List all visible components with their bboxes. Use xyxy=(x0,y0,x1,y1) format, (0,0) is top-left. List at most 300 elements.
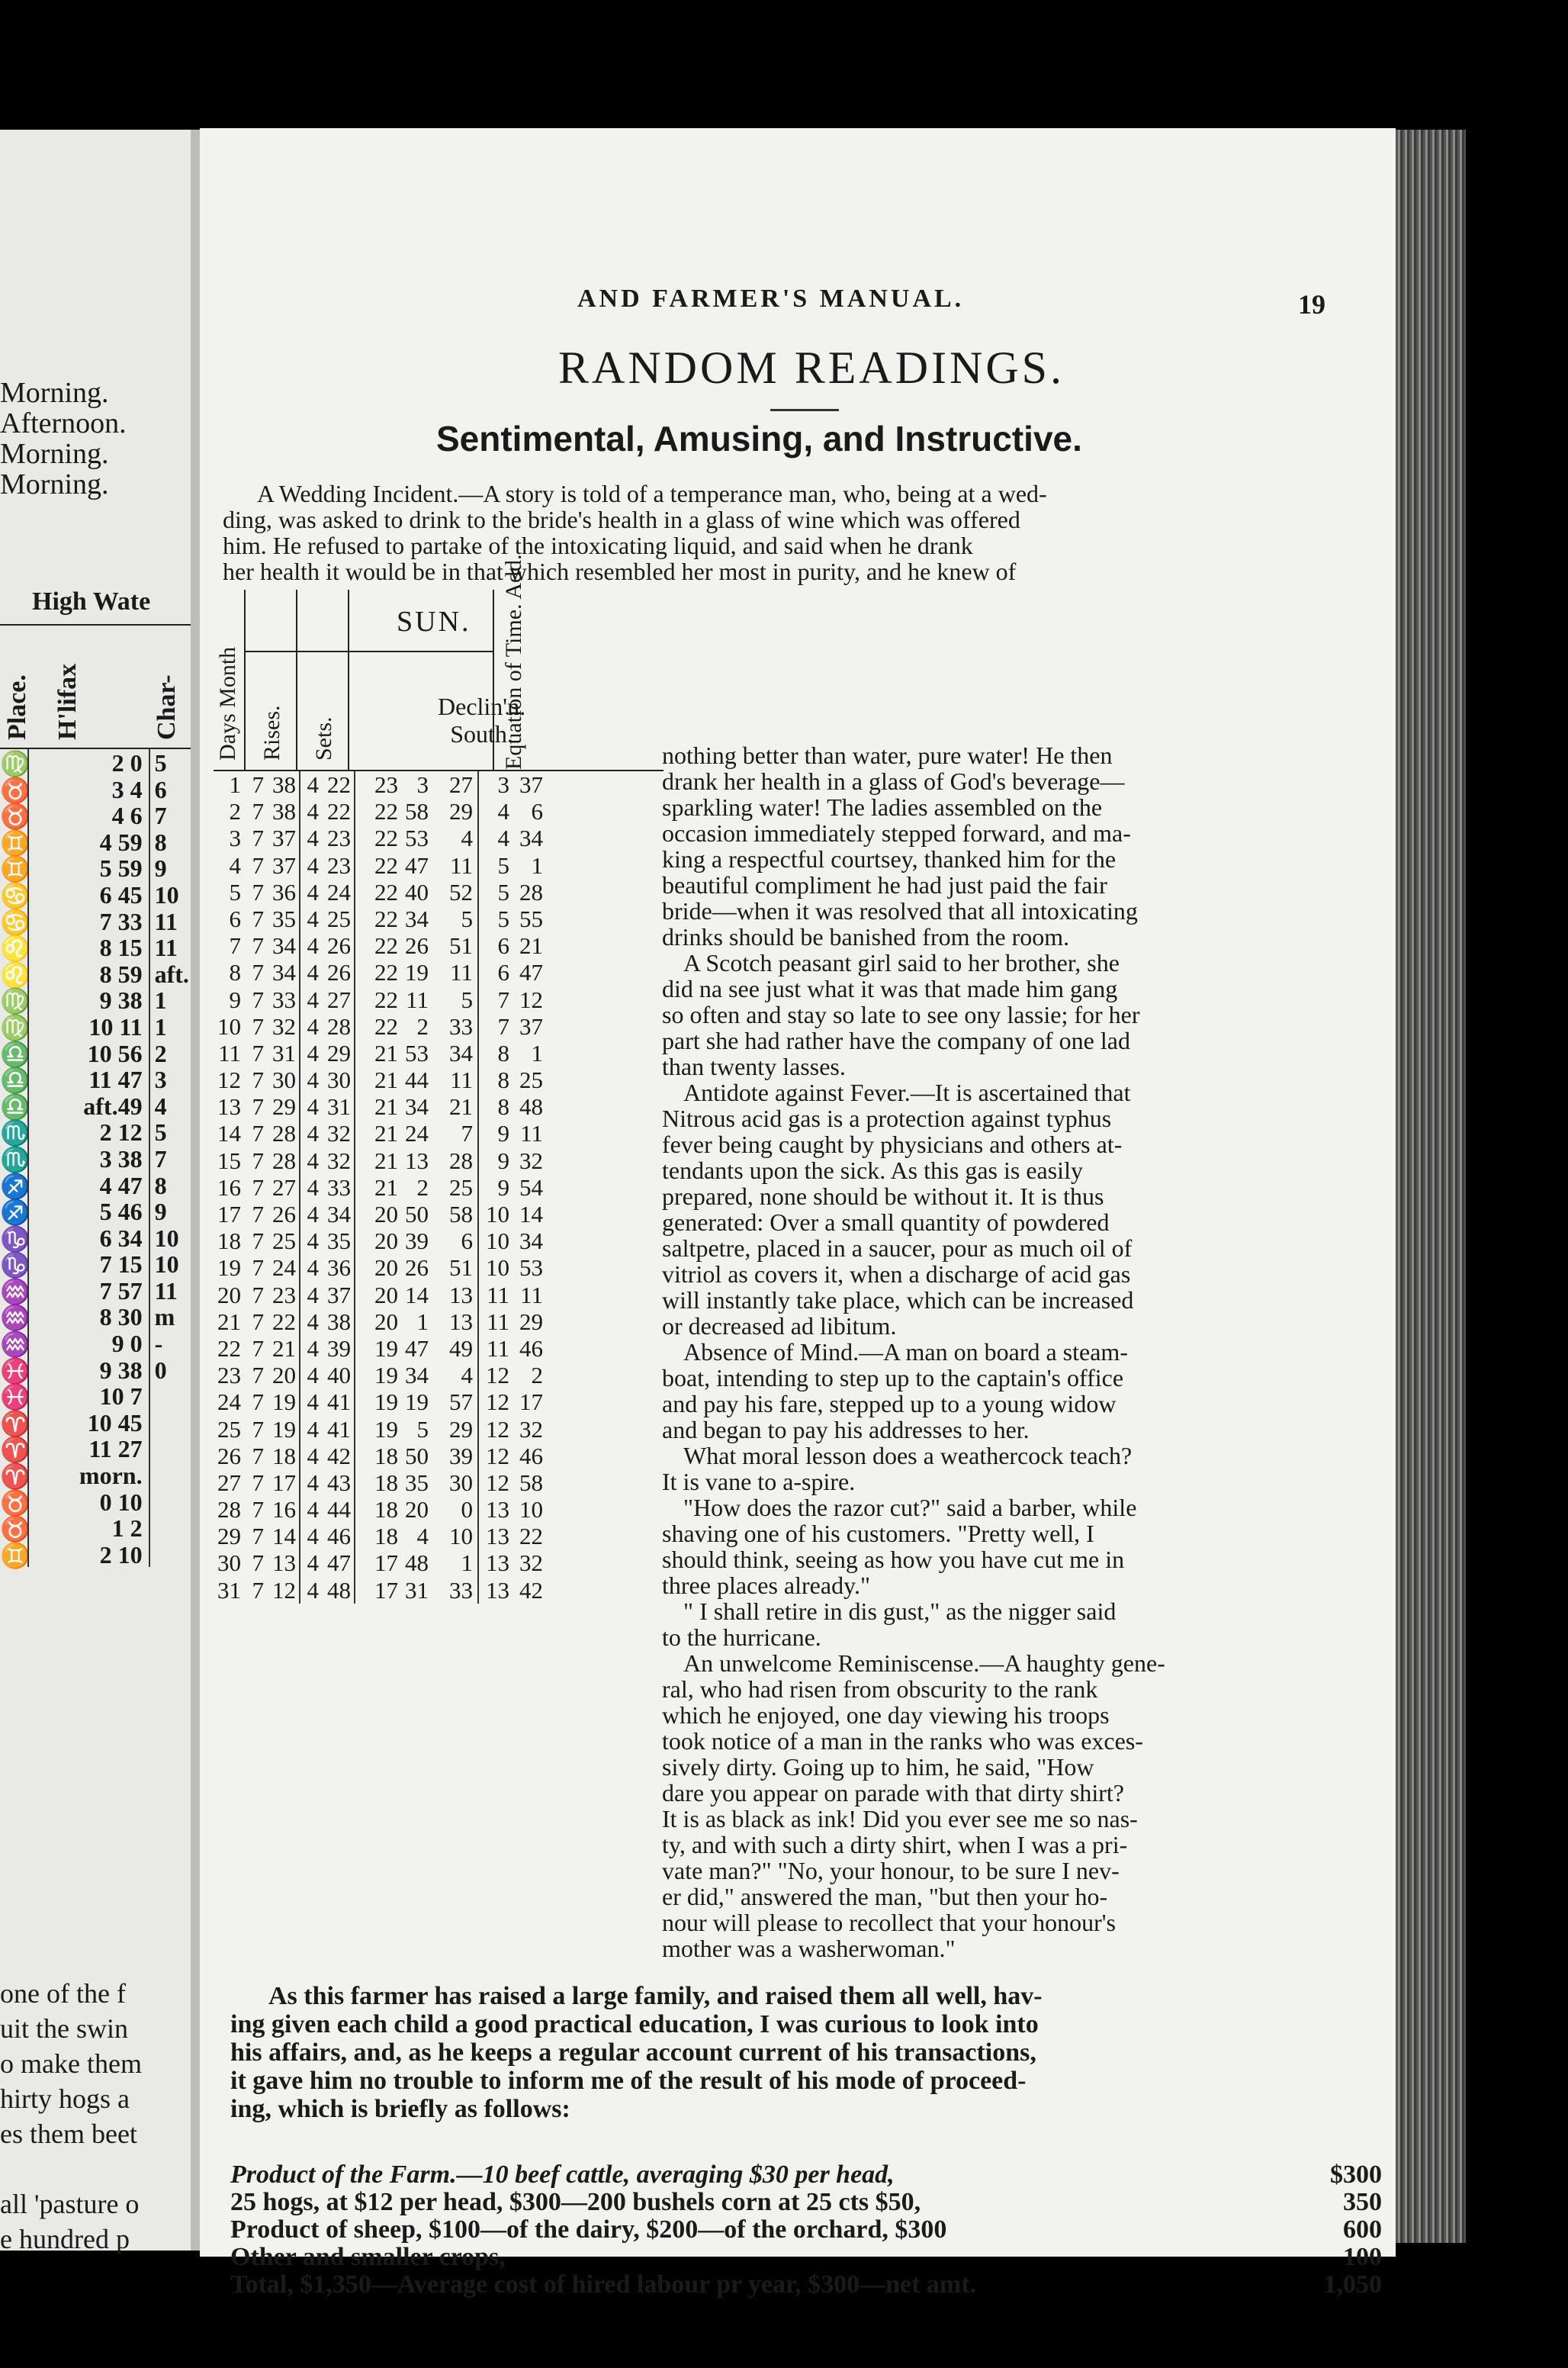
rise-hour: 7 xyxy=(252,1308,264,1335)
ledger-line xyxy=(200,2271,1396,2299)
set-hour: 4 xyxy=(307,1496,319,1523)
set-hour: 4 xyxy=(307,1281,319,1308)
declination-degrees: 23 xyxy=(374,771,398,798)
set-minute: 41 xyxy=(319,1388,355,1415)
ledger-text: Other and smaller crops, xyxy=(230,2243,506,2271)
day-cell: 17 xyxy=(217,1201,241,1227)
declination-degrees: 19 xyxy=(374,1334,398,1362)
text-line: king a respectful courtsey, thanked him for the xyxy=(662,845,1117,873)
ledger-text: Product of the Farm.—10 beef cattle, averaging $30 per head, xyxy=(230,2160,895,2189)
declination-seconds: 11 xyxy=(429,1067,479,1093)
equation-seconds: 2 xyxy=(531,1362,543,1389)
ledger-text: Total, $1,350—Average cost of hired labour pr year, $300—net amt. xyxy=(230,2270,977,2299)
halifax-time: 2 10 xyxy=(27,1541,149,1568)
right-page xyxy=(200,128,1396,2299)
zodiac-sign-icon: ♋ xyxy=(0,908,31,936)
table-row xyxy=(214,986,664,1013)
set-hour: 4 xyxy=(307,1523,319,1550)
table-row xyxy=(214,1308,664,1335)
day-cell: 29 xyxy=(217,1523,241,1550)
zodiac-sign-icon: ♐ xyxy=(0,1198,31,1227)
table-row xyxy=(214,1120,664,1147)
declination-minutes: 5 xyxy=(416,1415,429,1443)
declination-seconds: 39 xyxy=(429,1443,479,1469)
zodiac-sign-icon: ♍ xyxy=(0,987,31,1015)
rise-minute: 37 xyxy=(264,825,300,851)
rise-hour: 7 xyxy=(252,825,264,852)
declination-seconds: 30 xyxy=(429,1469,479,1496)
wrapped-column xyxy=(662,742,1165,1961)
equation-seconds: 11 xyxy=(520,1120,543,1147)
equation-minutes: 10 xyxy=(486,1201,509,1227)
equation-seconds: 34 xyxy=(519,825,543,852)
rise-minute: 38 xyxy=(264,771,300,798)
rise-minute: 14 xyxy=(264,1523,300,1549)
set-minute: 29 xyxy=(319,1040,355,1067)
text-line: took notice of a man in the ranks who was exces- xyxy=(662,1727,1143,1755)
declination-minutes: 24 xyxy=(405,1120,429,1147)
declination-minutes: 53 xyxy=(405,825,429,852)
high-water-row xyxy=(0,1462,200,1491)
declination-seconds: 52 xyxy=(429,879,479,906)
high-water-row xyxy=(0,1172,200,1198)
rise-hour: 7 xyxy=(252,798,264,825)
declination-degrees: 22 xyxy=(374,878,398,906)
set-minute: 36 xyxy=(319,1254,355,1281)
rise-minute: 28 xyxy=(264,1120,300,1147)
zodiac-sign-icon: ♓ xyxy=(0,1356,31,1385)
declination-seconds: 25 xyxy=(429,1174,479,1201)
high-water-row xyxy=(0,1013,200,1040)
declination-seconds: 51 xyxy=(429,932,479,959)
equation-minutes: 12 xyxy=(486,1442,509,1469)
text-line: ing, which is briefly as follows: xyxy=(230,2095,570,2123)
rise-minute: 33 xyxy=(264,986,300,1013)
declination-seconds: 11 xyxy=(429,959,479,986)
set-minute: 33 xyxy=(319,1174,355,1201)
declination-minutes: 50 xyxy=(405,1201,429,1227)
equation-seconds: 46 xyxy=(519,1442,543,1469)
charleston-time: 6 xyxy=(149,776,200,803)
charleston-time: 8 xyxy=(149,1172,200,1198)
halifax-time: 9 0 xyxy=(27,1330,149,1356)
rise-minute: 31 xyxy=(264,1040,300,1067)
text-line: " I shall retire in dis gust," as the nigger said xyxy=(683,1597,1117,1625)
zodiac-sign-icon: ♉ xyxy=(0,1488,31,1517)
table-row xyxy=(214,1335,664,1362)
set-minute: 40 xyxy=(319,1362,355,1388)
equation-seconds: 32 xyxy=(519,1549,543,1577)
set-minute: 34 xyxy=(319,1201,355,1227)
declination-seconds: 4 xyxy=(429,1362,479,1388)
halifax-time: 7 15 xyxy=(27,1250,149,1277)
declination-seconds: 29 xyxy=(429,798,479,825)
equation-minutes: 5 xyxy=(497,878,509,906)
set-hour: 4 xyxy=(307,825,319,852)
declination-seconds: 0 xyxy=(429,1496,479,1523)
set-hour: 4 xyxy=(307,1039,319,1067)
text-line: boat, intending to step up to the captain's office xyxy=(662,1364,1124,1392)
text-line: It is as black as ink! Did you ever see me so nas- xyxy=(662,1805,1138,1832)
zodiac-sign-icon: ♏ xyxy=(0,1119,31,1147)
title-rule xyxy=(770,409,839,411)
set-hour: 4 xyxy=(307,1254,319,1282)
halifax-time: 8 30 xyxy=(27,1303,149,1330)
table-row xyxy=(214,906,664,932)
declination-degrees: 17 xyxy=(374,1576,398,1604)
high-water-row xyxy=(0,1066,200,1095)
declination-minutes: 26 xyxy=(405,932,429,960)
rise-minute: 38 xyxy=(264,798,300,825)
sun-table-rows xyxy=(214,771,664,1604)
equation-minutes: 6 xyxy=(497,932,509,960)
zodiac-sign-icon: ♒ xyxy=(0,1330,31,1359)
day-cell: 18 xyxy=(217,1227,241,1255)
table-row xyxy=(214,1174,664,1201)
table-row xyxy=(214,1201,664,1227)
high-water-row xyxy=(0,1435,200,1462)
high-water-row xyxy=(0,1224,200,1251)
equation-minutes: 7 xyxy=(497,986,509,1013)
zodiac-sign-icon: ♌ xyxy=(0,960,31,989)
zodiac-sign-icon: ♉ xyxy=(0,776,31,804)
table-row xyxy=(214,1443,664,1469)
halifax-time: 4 47 xyxy=(27,1172,149,1198)
equation-seconds: 28 xyxy=(519,878,543,906)
day-cell: 25 xyxy=(217,1415,241,1443)
equation-minutes: 8 xyxy=(497,1093,509,1121)
zodiac-sign-icon: ♑ xyxy=(0,1251,31,1279)
set-minute: 31 xyxy=(319,1093,355,1120)
day-cell: 13 xyxy=(217,1093,241,1121)
ledger-line xyxy=(200,2189,1396,2216)
equation-minutes: 13 xyxy=(486,1523,509,1550)
declination-minutes: 40 xyxy=(405,878,429,906)
halifax-time: 4 6 xyxy=(27,802,149,828)
declination-degrees: 22 xyxy=(374,1012,398,1040)
equation-seconds: 10 xyxy=(519,1496,543,1523)
equation-minutes: 11 xyxy=(487,1281,509,1308)
halifax-time: 8 59 xyxy=(27,960,149,987)
halifax-time: 6 34 xyxy=(27,1224,149,1251)
equation-minutes: 8 xyxy=(497,1039,509,1067)
rise-hour: 7 xyxy=(252,771,264,798)
declination-minutes: 34 xyxy=(405,1362,429,1389)
table-row xyxy=(214,1416,664,1443)
set-hour: 4 xyxy=(307,986,319,1013)
table-row xyxy=(214,798,664,825)
declination-seconds: 58 xyxy=(429,1201,479,1227)
equation-seconds: 12 xyxy=(519,986,543,1013)
zodiac-sign-icon: ♍ xyxy=(0,750,31,777)
page-number: 19 xyxy=(1298,289,1325,320)
rise-minute: 32 xyxy=(264,1013,300,1040)
equation-minutes: 3 xyxy=(497,771,509,798)
ledger-text: Product of sheep, $100—of the dairy, $200—of the orchard, $300 xyxy=(230,2215,947,2244)
charleston-header: Char- xyxy=(153,674,181,740)
charleston-time: 10 xyxy=(149,1224,200,1251)
equation-minutes: 4 xyxy=(497,825,509,852)
day-cell: 24 xyxy=(217,1388,241,1416)
set-hour: 4 xyxy=(307,1334,319,1362)
set-minute: 42 xyxy=(319,1443,355,1469)
declination-sublabel: South. xyxy=(450,720,513,748)
rise-hour: 7 xyxy=(252,986,264,1013)
set-minute: 32 xyxy=(319,1120,355,1147)
text-line: his affairs, and, as he keeps a regular account current of his transactions, xyxy=(230,2038,1036,2067)
column-rule xyxy=(296,590,297,770)
charleston-time: 9 xyxy=(149,1198,200,1224)
text-line: or decreased ad libitum. xyxy=(662,1312,897,1340)
declination-degrees: 19 xyxy=(374,1362,398,1389)
left-text-line: es them beet xyxy=(0,2119,137,2149)
set-minute: 43 xyxy=(319,1469,355,1496)
day-cell: 31 xyxy=(217,1576,241,1604)
zodiac-sign-icon: ♑ xyxy=(0,1224,31,1253)
rise-minute: 26 xyxy=(264,1201,300,1227)
charleston-time: 5 xyxy=(149,1118,200,1145)
text-line: part she had rather have the company of one lad xyxy=(662,1027,1130,1054)
text-line: mother was a washerwoman." xyxy=(662,1935,956,1962)
declination-degrees: 20 xyxy=(374,1227,398,1255)
declination-degrees: 18 xyxy=(374,1496,398,1523)
declination-minutes: 48 xyxy=(405,1549,429,1577)
equation-minutes: 10 xyxy=(486,1254,509,1282)
equation-minutes: 9 xyxy=(497,1120,509,1147)
equation-minutes: 13 xyxy=(486,1549,509,1577)
day-cell: 14 xyxy=(217,1120,241,1147)
ledger-line xyxy=(200,2244,1396,2271)
halifax-time: 3 4 xyxy=(27,776,149,803)
left-page-text xyxy=(0,1976,142,2257)
left-text-line: uit the swin xyxy=(0,2013,128,2044)
set-minute: 28 xyxy=(319,1013,355,1040)
declination-seconds: 29 xyxy=(429,1416,479,1443)
tide-notes xyxy=(0,378,127,500)
charleston-time: 0 xyxy=(149,1356,200,1383)
sun-header: SUN. xyxy=(397,606,471,638)
declination-minutes: 20 xyxy=(405,1496,429,1523)
day-cell: 1 xyxy=(229,771,241,798)
charleston-time: aft. xyxy=(149,960,200,987)
equation-seconds: 21 xyxy=(519,932,543,960)
equation-seconds: 58 xyxy=(519,1469,543,1496)
text-line: should think, seeing as how you have cut me in xyxy=(662,1546,1125,1573)
table-row xyxy=(214,1040,664,1067)
declination-seconds: 27 xyxy=(429,771,479,798)
book-page-edges xyxy=(1396,130,1466,2243)
equation-seconds: 55 xyxy=(519,905,543,932)
rise-minute: 19 xyxy=(264,1416,300,1443)
day-cell: 4 xyxy=(229,851,241,879)
charleston-time: 5 xyxy=(149,749,200,776)
text-line: bride—when it was resolved that all intoxicating xyxy=(662,897,1138,925)
declination-seconds: 1 xyxy=(429,1549,479,1576)
halifax-time: 0 10 xyxy=(27,1488,149,1515)
set-minute: 24 xyxy=(319,879,355,906)
declination-minutes: 19 xyxy=(405,1388,429,1416)
set-hour: 4 xyxy=(307,1012,319,1040)
set-hour: 4 xyxy=(307,1415,319,1443)
equation-minutes: 13 xyxy=(486,1576,509,1604)
equation-minutes: 4 xyxy=(497,798,509,825)
zodiac-sign-icon: ♉ xyxy=(0,1515,31,1543)
rise-hour: 7 xyxy=(252,1093,264,1121)
tide-line: Morning. xyxy=(0,377,109,409)
day-cell: 2 xyxy=(229,798,241,825)
rise-minute: 13 xyxy=(264,1549,300,1576)
set-hour: 4 xyxy=(307,771,319,798)
rise-hour: 7 xyxy=(252,1576,264,1604)
declination-degrees: 20 xyxy=(374,1254,398,1282)
rise-minute: 12 xyxy=(264,1577,300,1604)
day-cell: 6 xyxy=(229,905,241,932)
table-row xyxy=(214,825,664,851)
halifax-time: 2 12 xyxy=(27,1118,149,1145)
rise-hour: 7 xyxy=(252,1254,264,1282)
set-hour: 4 xyxy=(307,1362,319,1389)
charleston-time: 4 xyxy=(149,1092,200,1119)
declination-degrees: 22 xyxy=(374,986,398,1013)
declination-minutes: 58 xyxy=(405,798,429,825)
declination-degrees: 20 xyxy=(374,1308,398,1335)
rise-minute: 16 xyxy=(264,1496,300,1523)
table-row xyxy=(214,1496,664,1523)
high-water-row xyxy=(0,1092,200,1119)
day-cell: 22 xyxy=(217,1334,241,1362)
declination-seconds: 4 xyxy=(429,825,479,851)
rise-hour: 7 xyxy=(252,905,264,932)
day-cell: 15 xyxy=(217,1147,241,1174)
rise-hour: 7 xyxy=(252,1362,264,1389)
text-line: and pay his fare, stepped up to a young widow xyxy=(662,1390,1117,1417)
text-line: ing given each child a good practical education, I was curious to look into xyxy=(230,2010,1039,2038)
zodiac-sign-icon: ♊ xyxy=(0,828,31,857)
set-hour: 4 xyxy=(307,1469,319,1496)
set-minute: 37 xyxy=(319,1282,355,1308)
halifax-time: 10 45 xyxy=(27,1409,149,1436)
halifax-time: 7 57 xyxy=(27,1277,149,1304)
halifax-time: morn. xyxy=(27,1462,149,1488)
rise-hour: 7 xyxy=(252,851,264,879)
day-cell: 3 xyxy=(229,825,241,852)
text-line: so often and stay so late to see ony lassie; for her xyxy=(662,1001,1140,1028)
set-minute: 26 xyxy=(319,959,355,986)
charleston-time: 3 xyxy=(149,1066,200,1092)
equation-seconds: 54 xyxy=(519,1173,543,1201)
halifax-time: 6 45 xyxy=(27,881,149,908)
table-row xyxy=(214,1013,664,1040)
halifax-time: 4 59 xyxy=(27,828,149,855)
set-minute: 30 xyxy=(319,1067,355,1093)
equation-seconds: 1 xyxy=(531,851,543,879)
text-line: fever being caught by physicians and others at- xyxy=(662,1131,1123,1158)
text-line: it gave him no trouble to inform me of the result of his mode of proceed- xyxy=(230,2067,1027,2095)
day-cell: 12 xyxy=(217,1067,241,1094)
declination-minutes: 14 xyxy=(405,1281,429,1308)
text-line: and began to pay his addresses to her. xyxy=(662,1416,1030,1443)
farm-paragraph xyxy=(200,1982,1396,2123)
rises-header: Rises. xyxy=(259,705,284,761)
rise-minute: 19 xyxy=(264,1388,300,1415)
declination-minutes: 39 xyxy=(405,1227,429,1255)
charleston-time: 11 xyxy=(149,1277,200,1304)
halifax-time: 8 15 xyxy=(27,934,149,960)
text-line: A Scotch peasant girl said to her brother, she xyxy=(683,949,1120,976)
declination-minutes: 2 xyxy=(416,1173,429,1201)
declination-seconds: 33 xyxy=(429,1013,479,1040)
declination-seconds: 57 xyxy=(429,1388,479,1415)
running-head: AND FARMER'S MANUAL. xyxy=(577,285,965,313)
rise-hour: 7 xyxy=(252,1147,264,1174)
text-line: "How does the razor cut?" said a barber, while xyxy=(683,1494,1137,1521)
high-water-row xyxy=(0,1198,200,1227)
rise-hour: 7 xyxy=(252,1281,264,1308)
rise-hour: 7 xyxy=(252,1334,264,1362)
high-water-row xyxy=(0,854,200,881)
left-text-line: one of the f xyxy=(0,1978,126,2009)
set-minute: 47 xyxy=(319,1549,355,1576)
declination-degrees: 22 xyxy=(374,905,398,932)
halifax-time: 11 27 xyxy=(27,1435,149,1462)
high-water-row xyxy=(0,1277,200,1304)
text-line: A Wedding Incident.—A story is told of a temperance man, who, being at a wed- xyxy=(257,480,1047,507)
equation-minutes: 13 xyxy=(486,1496,509,1523)
text-line: Nitrous acid gas is a protection against typhus xyxy=(662,1105,1112,1132)
declination-degrees: 21 xyxy=(374,1120,398,1147)
zodiac-sign-icon: ♈ xyxy=(0,1462,31,1491)
declination-minutes: 19 xyxy=(405,959,429,986)
high-water-row xyxy=(0,1303,200,1330)
set-hour: 4 xyxy=(307,798,319,825)
declination-seconds: 6 xyxy=(429,1227,479,1254)
column-rule xyxy=(348,590,349,770)
table-row xyxy=(214,771,664,798)
declination-degrees: 18 xyxy=(374,1469,398,1496)
declination-degrees: 21 xyxy=(374,1147,398,1174)
declination-degrees: 21 xyxy=(374,1039,398,1067)
halifax-time: 9 38 xyxy=(27,986,149,1013)
zodiac-sign-icon: ♒ xyxy=(0,1304,31,1332)
high-water-row xyxy=(0,1145,200,1172)
equation-minutes: 5 xyxy=(497,905,509,932)
declination-minutes: 13 xyxy=(405,1147,429,1174)
intro-paragraph xyxy=(200,481,1396,584)
text-line: beautiful compliment he had just paid the fair xyxy=(662,871,1107,899)
text-line: generated: Over a small quantity of powdered xyxy=(662,1208,1110,1236)
halifax-time: 5 59 xyxy=(27,854,149,881)
text-line: What moral lesson does a weathercock teach? xyxy=(683,1442,1133,1469)
rise-minute: 24 xyxy=(264,1254,300,1281)
halifax-time: aft.49 xyxy=(27,1092,149,1119)
text-line: nothing better than water, pure water! He then xyxy=(662,742,1113,769)
rise-minute: 21 xyxy=(264,1335,300,1362)
declination-degrees: 21 xyxy=(374,1067,398,1094)
day-cell: 11 xyxy=(218,1039,241,1067)
declination-label: Declin'n. xyxy=(438,693,526,720)
left-text-gap xyxy=(0,2151,142,2186)
text-line: sively dirty. Going up to him, he said, "How xyxy=(662,1753,1094,1781)
high-water-row xyxy=(0,1514,200,1541)
day-cell: 30 xyxy=(217,1549,241,1577)
charleston-time: 7 xyxy=(149,1145,200,1172)
equation-seconds: 1 xyxy=(531,1039,543,1067)
high-water-row xyxy=(0,934,200,963)
ledger-line xyxy=(200,2161,1396,2189)
declination-seconds: 28 xyxy=(429,1147,479,1174)
high-water-row xyxy=(0,749,200,776)
equation-minutes: 10 xyxy=(486,1227,509,1255)
